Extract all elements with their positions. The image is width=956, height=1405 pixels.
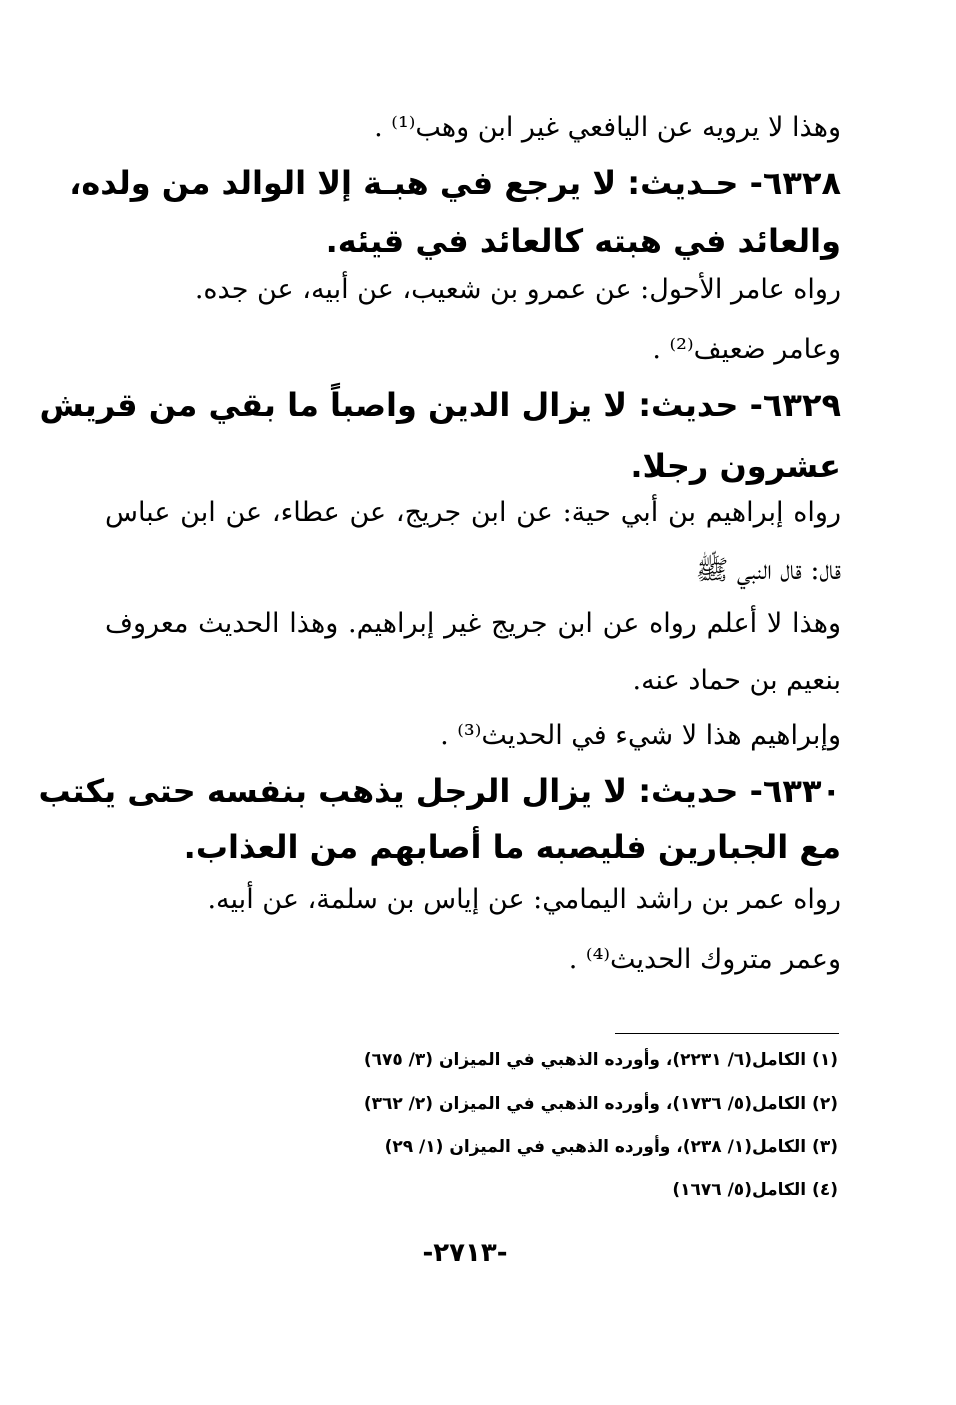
footnote-3: (٣) الكامل(١/ ٢٣٨)، وأورده الذهبي في الميزان (١/ ٢٩) (384, 1137, 838, 1157)
hadith-6330-heading-line-1: ٦٣٣٠- حديث: لا يزال الرجل يذهب بنفسه حتى يكتب (38, 772, 841, 810)
text-line-grading-6329: وإبراهيم هذا لا شيء في الحديث⁽³⁾ . (440, 720, 841, 751)
text-line-narration-6329-1: رواه إبراهيم بن أبي حية: عن ابن جريج، عن عطاء، عن ابن عباس (105, 497, 841, 528)
text-line-grading-6330: وعمر متروك الحديث⁽⁴⁾ . (568, 944, 841, 975)
hadith-6328-heading-line-1: ٦٣٢٨- حـديث: لا يرجع في هبـة إلا الوالد من ولده، (69, 164, 841, 202)
page-number: -٢٧١٣- (422, 1238, 508, 1268)
hadith-6329-heading-line-2: عشرون رجلا. (630, 447, 841, 485)
text-line-1: وهذا لا يرويه عن اليافعي غير ابن وهب⁽¹⁾ . (374, 112, 841, 143)
footnote-1: (١) الكامل(٦/ ٢٢٣١)، وأورده الذهبي في الميزان (٣/ ٦٧٥) (363, 1050, 838, 1070)
hadith-6329-heading-line-1: ٦٣٢٩- حديث: لا يزال الدين واصباً ما بقي من قريش (39, 386, 841, 424)
text-line-narration-6328: رواه عامر الأحول: عن عمرو بن شعيب، عن أبيه، عن جده. (194, 274, 841, 305)
footnote-2: (٢) الكامل(٥/ ١٧٣٦)، وأورده الذهبي في الميزان (٢/ ٣٦٢) (363, 1094, 838, 1114)
hadith-6330-heading-line-2: مع الجبارين فليصبه ما أصابهم من العذاب. (183, 828, 841, 866)
text-line-narration-6329-2: قال: قال النبي ﷺ (695, 555, 841, 586)
footnote-4: (٤) الكامل(٥/ ١٦٧٦) (672, 1180, 838, 1200)
hadith-6328-heading-line-2: والعائد في هبته كالعائد في قيئه. (325, 222, 841, 260)
footnote-separator (615, 1033, 839, 1034)
text-line-comment-6329-2: بنعيم بن حماد عنه. (632, 665, 841, 696)
text-line-grading-6328: وعامر ضعيف⁽²⁾ . (652, 334, 841, 365)
text-line-narration-6330: رواه عمر بن راشد اليمامي: عن إياس بن سلمة، عن أبيه. (207, 884, 841, 915)
text-line-comment-6329-1: وهذا لا أعلم رواه عن ابن جريج غير إبراهيم. وهذا الحديث معروف (105, 608, 841, 639)
